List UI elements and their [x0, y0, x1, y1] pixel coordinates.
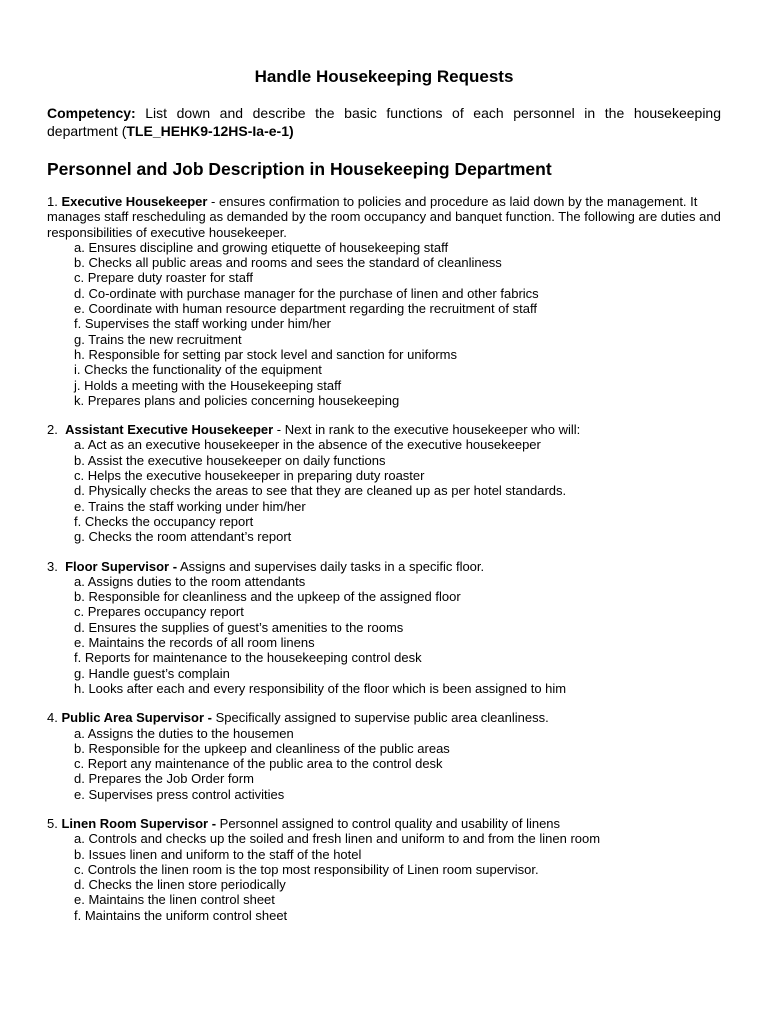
duty-item: b. Issues linen and uniform to the staff of the hotel: [74, 846, 362, 862]
role-description: Assigns and supervises daily tasks in a specific floor.: [177, 558, 485, 574]
duty-item: b. Responsible for cleanliness and the upkeep of the assigned floor: [74, 589, 461, 605]
role-section: [47, 194, 721, 408]
duty-item: a. Controls and checks up the soiled and fresh linen and uniform to and from the linen room: [74, 831, 601, 847]
duty-list: [47, 574, 721, 696]
duty-item: h. Responsible for setting par stock level and sanction for uniforms: [74, 346, 457, 362]
duty-item: g. Checks the room attendant’s report: [74, 529, 292, 545]
role-number: 4.: [47, 710, 62, 726]
role-section: [47, 422, 721, 544]
duty-item: c. Helps the executive housekeeper in preparing duty roaster: [74, 468, 425, 484]
role-section: [47, 559, 721, 697]
role-description: Specifically assigned to supervise public area cleanliness.: [211, 710, 549, 726]
duty-item: c. Prepares occupancy report: [74, 604, 244, 620]
duty-item: e. Supervises press control activities: [74, 786, 285, 802]
duty-item: f. Checks the occupancy report: [74, 513, 254, 529]
role-description: - ensures confirmation to policies and procedure as laid down by the management. It manages staff rescheduling as demanded by the room occupancy and banquet function. The following are duties and responsibilities of executive housekeeper.: [47, 194, 721, 240]
competency-label: Competency:: [47, 105, 136, 121]
duty-item: i. Checks the functionality of the equipment: [74, 362, 322, 378]
duty-item: k. Prepares plans and policies concerning housekeeping: [74, 392, 400, 408]
role-number: 1.: [47, 194, 62, 209]
role-name: Public Area Supervisor -: [61, 710, 212, 726]
document-title: Handle Housekeeping Requests: [254, 67, 514, 86]
role-intro: [47, 710, 721, 725]
duty-item: b. Responsible for the upkeep and cleanliness of the public areas: [74, 740, 450, 756]
role-description: Personnel assigned to control quality and usability of linens: [216, 815, 561, 831]
duty-item: f. Supervises the staff working under him/her: [74, 316, 331, 332]
duty-item: e. Maintains the linen control sheet: [74, 892, 275, 908]
duty-item: f. Reports for maintenance to the housekeeping control desk: [74, 650, 422, 666]
duty-item: b. Assist the executive housekeeper on daily functions: [74, 452, 386, 468]
role-name: Floor Supervisor -: [65, 558, 178, 574]
duty-item: a. Assigns duties to the room attendants: [74, 573, 306, 589]
duty-item: c. Report any maintenance of the public area to the control desk: [74, 756, 443, 772]
role-number: 5.: [47, 815, 62, 831]
duty-item: g. Handle guest’s complain: [74, 665, 230, 681]
duty-item: h. Looks after each and every responsibility of the floor which is been assigned to him: [74, 680, 567, 696]
competency-statement: [47, 104, 721, 140]
section-heading: Personnel and Job Description in Housekeeping Department: [47, 159, 552, 179]
duty-item: d. Ensures the supplies of guest’s amenities to the rooms: [74, 619, 404, 635]
role-intro: [47, 422, 721, 437]
role-description: - Next in rank to the executive housekeeper who will:: [273, 422, 581, 438]
duty-item: c. Controls the linen room is the top most responsibility of Linen room supervisor.: [74, 861, 539, 877]
duty-list: [47, 240, 721, 408]
duty-item: e. Maintains the records of all room linens: [74, 635, 315, 651]
duty-item: d. Prepares the Job Order form: [74, 771, 254, 787]
role-intro: [47, 194, 721, 240]
duty-item: a. Assigns the duties to the housemen: [74, 725, 294, 741]
role-intro: [47, 559, 721, 574]
duty-item: a. Act as an executive housekeeper in the absence of the executive housekeeper: [74, 437, 541, 453]
duty-item: g. Trains the new recruitment: [74, 331, 242, 347]
duty-item: e. Coordinate with human resource department regarding the recruitment of staff: [74, 301, 537, 317]
role-section: [47, 816, 721, 923]
role-number: 2.: [47, 422, 66, 438]
duty-item: a. Ensures discipline and growing etiquette of housekeeping staff: [74, 239, 449, 255]
duty-item: d. Co-ordinate with purchase manager for the purchase of linen and other fabrics: [74, 285, 539, 301]
duty-list: [47, 726, 721, 802]
role-name: Assistant Executive Housekeeper: [65, 422, 274, 438]
duty-list: [47, 831, 721, 923]
duty-item: e. Trains the staff working under him/her: [74, 498, 306, 514]
duty-item: b. Checks all public areas and rooms and sees the standard of cleanliness: [74, 255, 502, 271]
duty-item: d. Physically checks the areas to see that they are cleaned up as per hotel standards.: [74, 483, 567, 499]
competency-code: TLE_HEHK9-12HS-Ia-e-1): [126, 123, 294, 139]
roles-list: [47, 194, 721, 923]
role-section: [47, 710, 721, 802]
role-number: 3.: [47, 558, 66, 574]
competency-text: List down and describe the basic functions of each personnel in the housekeeping department (: [47, 105, 721, 139]
duty-item: c. Prepare duty roaster for staff: [74, 270, 253, 286]
duty-item: f. Maintains the uniform control sheet: [74, 907, 288, 923]
duty-item: j. Holds a meeting with the Housekeeping staff: [74, 377, 342, 393]
role-name: Linen Room Supervisor -: [61, 815, 217, 831]
role-name: Executive Housekeeper: [61, 194, 208, 209]
duty-item: d. Checks the linen store periodically: [74, 877, 286, 893]
duty-list: [47, 437, 721, 544]
role-intro: [47, 816, 721, 831]
